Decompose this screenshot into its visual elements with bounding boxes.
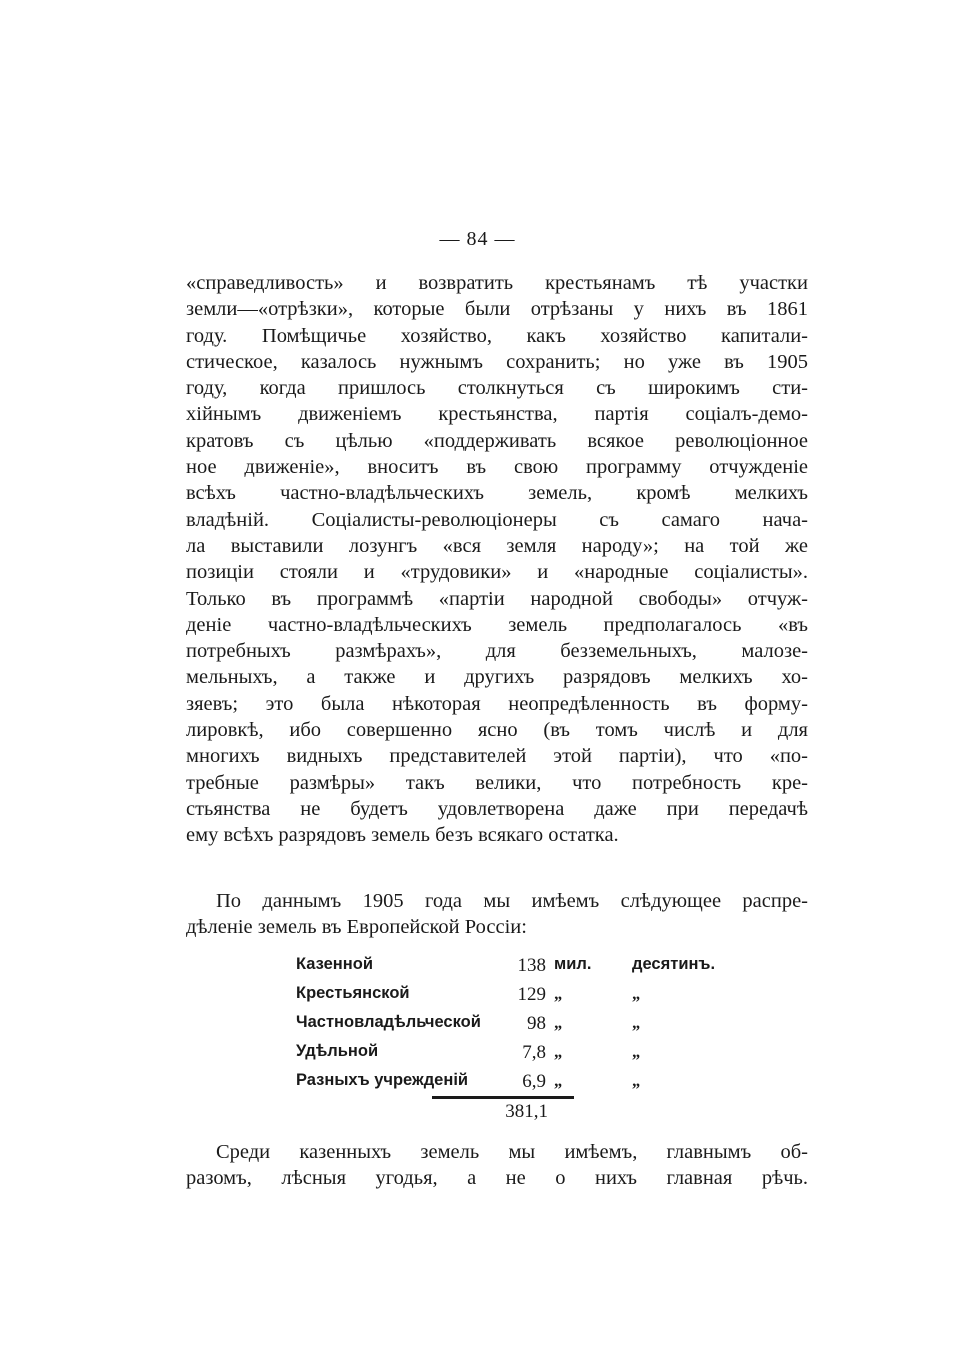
text-line: Среди казенныхъ земель мы имѣемъ, главнымъ об- bbox=[216, 1141, 808, 1163]
table-row bbox=[296, 953, 716, 982]
land-category: Крестьянской bbox=[296, 984, 410, 1002]
text-line: По даннымъ 1905 года мы имѣемъ слѣдующее распре- bbox=[216, 890, 808, 912]
land-area: 6,9 bbox=[522, 1071, 546, 1092]
text-line: разомъ, лѣсныя угодья, а не о нихъ главная рѣчь. bbox=[186, 1167, 808, 1190]
table-row bbox=[296, 1069, 716, 1098]
page-number: — 84 — bbox=[439, 228, 516, 250]
land-area: 138 bbox=[517, 955, 546, 976]
ditto-mark: „ bbox=[632, 1013, 641, 1032]
land-category: Частновладѣльческой bbox=[296, 1013, 481, 1031]
land-category: Удѣльной bbox=[296, 1042, 379, 1060]
text-line: потребныхъ размѣрахъ», для безземельныхъ, малозе- bbox=[186, 640, 808, 663]
ditto-mark: „ bbox=[554, 984, 563, 1003]
text-line: всѣхъ частно-владѣльческихъ земель, кромѣ мелкихъ bbox=[186, 482, 808, 505]
text-line: зяевъ; это была нѣкоторая неопредѣленность въ форму- bbox=[186, 692, 808, 715]
land-area: 7,8 bbox=[522, 1042, 546, 1063]
text-line: «справедливость» и возвратить крестьянамъ тѣ участки bbox=[186, 272, 808, 294]
text-line: земли—«отрѣзки», которые были отрѣзаны у нихъ въ 1861 bbox=[186, 298, 808, 321]
ditto-mark: „ bbox=[632, 1042, 641, 1061]
ditto-mark: „ bbox=[632, 984, 641, 1003]
text-line: стическое, казалось нужнымъ сохранить; но уже въ 1905 bbox=[186, 350, 808, 373]
text-line: ное движеніе», вноситъ въ свою программу отчужденіе bbox=[186, 456, 808, 479]
ditto-mark: „ bbox=[632, 1071, 641, 1090]
text-line: году. Помѣщичье хозяйство, какъ хозяйство капитали- bbox=[186, 324, 808, 347]
land-category: Казенной bbox=[296, 955, 373, 973]
ditto-mark: „ bbox=[554, 1071, 563, 1090]
text-line: многихъ видныхъ представителей этой партіи), что «по- bbox=[186, 745, 808, 768]
text-line: дѣленіе земель въ Европейской Россіи: bbox=[186, 916, 527, 939]
text-line: году, когда пришлось столкнуться съ широкимъ сти- bbox=[186, 377, 808, 400]
table-row bbox=[296, 982, 716, 1011]
table-total: 381,1 bbox=[505, 1101, 548, 1122]
paragraph-1 bbox=[186, 270, 808, 849]
paragraph-2 bbox=[186, 888, 808, 941]
text-line: ему всѣхъ разрядовъ земель безъ всякаго остатка. bbox=[186, 824, 619, 847]
text-line: позиціи стояли и «трудовики» и «народные соціалисты». bbox=[186, 561, 808, 584]
ditto-mark: „ bbox=[554, 1042, 563, 1061]
paragraph-3 bbox=[186, 1139, 808, 1192]
land-area: 98 bbox=[527, 1013, 546, 1034]
ditto-mark: „ bbox=[554, 1013, 563, 1032]
text-line: лировкѣ, ибо совершенно ясно (въ томъ числѣ и для bbox=[186, 719, 808, 742]
text-line: хійнымъ движеніемъ крестьянства, партія соціалъ-демо- bbox=[186, 403, 808, 426]
table-row bbox=[296, 1011, 716, 1040]
total-rule bbox=[432, 1096, 574, 1099]
text-line: кратовъ съ цѣлью «поддерживать всякое революціонное bbox=[186, 429, 808, 452]
text-line: Только въ программѣ «партіи народной свободы» отчуж- bbox=[186, 587, 808, 610]
text-line: стьянства не будетъ удовлетворена даже при передачѣ bbox=[186, 797, 808, 820]
land-area: 129 bbox=[517, 984, 546, 1005]
text-line: требные размѣры» такъ велики, что потребность кре- bbox=[186, 771, 808, 794]
text-line: деніе частно-владѣльческихъ земель предполагалось «въ bbox=[186, 613, 808, 636]
text-line: владѣній. Соціалисты-революціонеры съ самаго нача- bbox=[186, 508, 808, 531]
text-line: ла выставили лозунгъ «вся земля народу»; на той же bbox=[186, 534, 808, 557]
text-line: мельныхъ, а также и другихъ разрядовъ мелкихъ хо- bbox=[186, 666, 808, 689]
unit-desyatina: десятинъ. bbox=[632, 955, 716, 973]
table-row bbox=[296, 1040, 716, 1069]
land-distribution-table bbox=[296, 953, 716, 1098]
unit-million: мил. bbox=[554, 955, 592, 973]
land-category: Разныхъ учрежденій bbox=[296, 1071, 469, 1089]
